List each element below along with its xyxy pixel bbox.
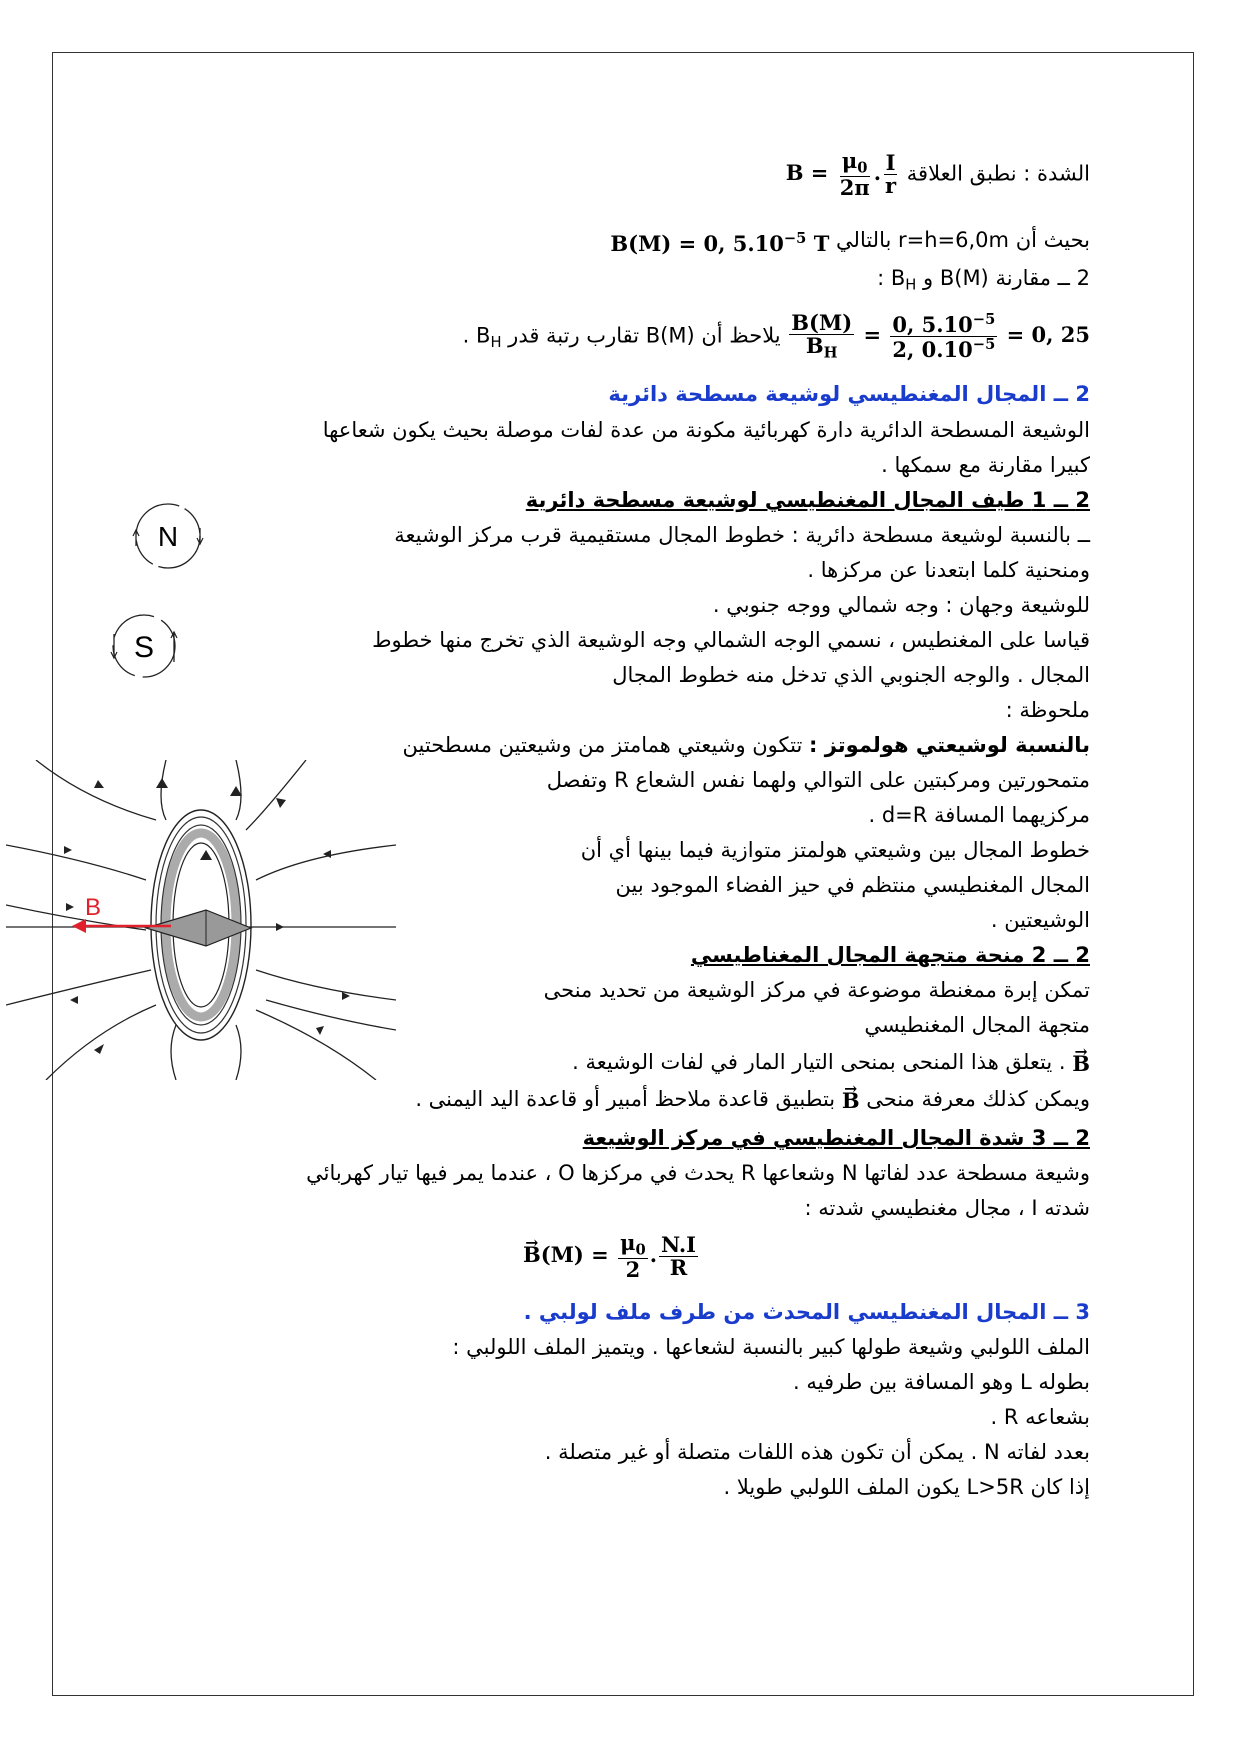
s21-line-1: ــ بالنسبة لوشيعة مسطحة دائرية : خطوط المجال مستقيمية قرب مركز الوشيعة: [394, 523, 1090, 547]
s21-line-2: ومنحنية كلما ابتعدنا عن مركزها .: [807, 558, 1090, 582]
coil-center-formula: → B(M) = $\frac{\mu_0}{2}$ . $\frac{N.I}{R}$: [523, 1232, 700, 1281]
south-face-figure: [106, 610, 184, 682]
s21-note-label: ملحوظة :: [1005, 698, 1090, 722]
s3-line-5: إذا كان L>5R يكون الملف اللولبي طويلا .: [723, 1475, 1090, 1499]
s3-line-3: بشعاعه R .: [990, 1405, 1090, 1429]
s21-line-12: الوشيعتين .: [990, 908, 1090, 932]
south-label: S: [133, 631, 155, 664]
s21-line-3: للوشيعة وجهان : وجه شمالي ووجه جنوبي .: [712, 593, 1090, 617]
s21-line-11: المجال المغنطيسي منتظم في حيز الفضاء الموجود بين: [615, 873, 1090, 897]
s23-line-2: شدته I ، مجال مغنطيسي شدته :: [804, 1196, 1090, 1220]
comparison-line: $\frac{B(M)}{B_H}$ = $\frac{0, 5.10^{-5}}{2, 0.10^{-5}}$ = 0, 25 يلاحظ أن B(M) تقارب رتبة قدر $B_H$ .: [462, 310, 1090, 363]
s22-line-3: → B . يتعلق هذا المنحى بمنحى التيار المار في لفات الوشيعة .: [572, 1046, 1090, 1080]
section-2-text-2: كبيرا مقارنة مع سمكها .: [881, 453, 1090, 477]
s21-line-5: المجال . والوجه الجنوبي الذي تدخل منه خطوط المجال: [612, 663, 1090, 687]
s3-line-2: بطوله L وهو المسافة بين طرفيه .: [793, 1370, 1090, 1394]
s21-line-7: بالنسبة لوشيعتي هولموتز : تتكون وشيعتي همامتز من وشيعتين مسطحتين: [402, 733, 1090, 757]
section-2-text-1: الوشيعة المسطحة الدائرية دارة كهربائية مكونة من عدة لفات موصلة بحيث يكون شعاعها: [322, 418, 1090, 442]
s21-line-4: قياسا على المغنطيس ، نسمي الوجه الشمالي وجه الوشيعة الذي تخرج منها خطوط: [372, 628, 1090, 652]
ratio-formula: $\frac{B(M)}{B_H}$ = $\frac{0, 5.10^{-5}}{2, 0.10^{-5}}$ = 0, 25: [791, 310, 1090, 363]
s21-line-8: متمحورتين ومركبتين على التوالي ولهما نفس الشعاع R وتفصل: [546, 768, 1090, 792]
s3-line-1: الملف اللولبي وشيعة طولها كبير بالنسبة لشعاعها . ويتميز الملف اللولبي :: [452, 1335, 1090, 1359]
comparison-title: 2 ــ مقارنة B(M) و $B_H$ :: [877, 266, 1090, 294]
s23-line-1: وشيعة مسطحة عدد لفاتها N وشعاعها R يحدث في مركزها O ، عندما يمر فيها تيار كهربائي: [306, 1161, 1090, 1185]
s3-line-4: بعدد لفاته N . يمكن أن تكون هذه اللفات متصلة أو غير متصلة .: [544, 1440, 1090, 1464]
section-2-2-heading: 2 ــ 2 منحة متجهة المجال المغناطيسي: [690, 943, 1090, 967]
intensity-label: الشدة : نطبق العلاقة: [906, 161, 1090, 186]
section-2-3-heading: 2 ــ 3 شدة المجال المغنطيسي في مركز الوشيعة: [582, 1126, 1090, 1150]
s22-line-1: تمكن إبرة ممغنطة موضوعة في مركز الوشيعة من تحديد منحى: [543, 978, 1090, 1002]
intensity-formula-line: [786, 150, 1090, 199]
north-face-figure: [130, 500, 208, 572]
result-bm: B(M) = 0, $5.10^{-5}$ T: [610, 230, 830, 257]
section-3-heading: 3 ــ المجال المغنطيسي المحدث من طرف ملف لولبي .: [523, 1300, 1090, 1324]
result-line: بحيث أن r=h=6,0m بالتالي B(M) = 0, $5.10^{-5}$ T: [610, 222, 1090, 260]
section-2-heading: 2 ــ المجال المغنطيسي لوشيعة مسطحة دائرية: [608, 382, 1090, 406]
field-vector-label: B: [84, 894, 101, 921]
section-2-1-heading: 2 ــ 1 طيف المجال المغنطيسي لوشيعة مسطحة دائرية: [525, 488, 1090, 512]
s21-line-10: خطوط المجال بين وشيعتي هولمتز متوازية فيما بينها أي أن: [580, 838, 1090, 862]
s22-line-4: ويمكن كذلك معرفة منحى → B بتطبيق قاعدة ملاحظ أمبير أو قاعدة اليد اليمنى .: [415, 1083, 1090, 1117]
s22-line-2: متجهة المجال المغنطيسي: [864, 1013, 1090, 1037]
formula-b-wire: B = $\frac{\mu_0}{2\pi}$ . $\frac{I}{r}$: [785, 148, 897, 200]
coil-field-figure: [6, 760, 396, 1080]
vector-b-symbol-2: → B: [842, 1084, 860, 1117]
vector-b-symbol: → B: [1072, 1047, 1090, 1080]
s21-line-9: مركزيهما المسافة d=R .: [868, 803, 1090, 827]
north-label: N: [157, 521, 179, 552]
